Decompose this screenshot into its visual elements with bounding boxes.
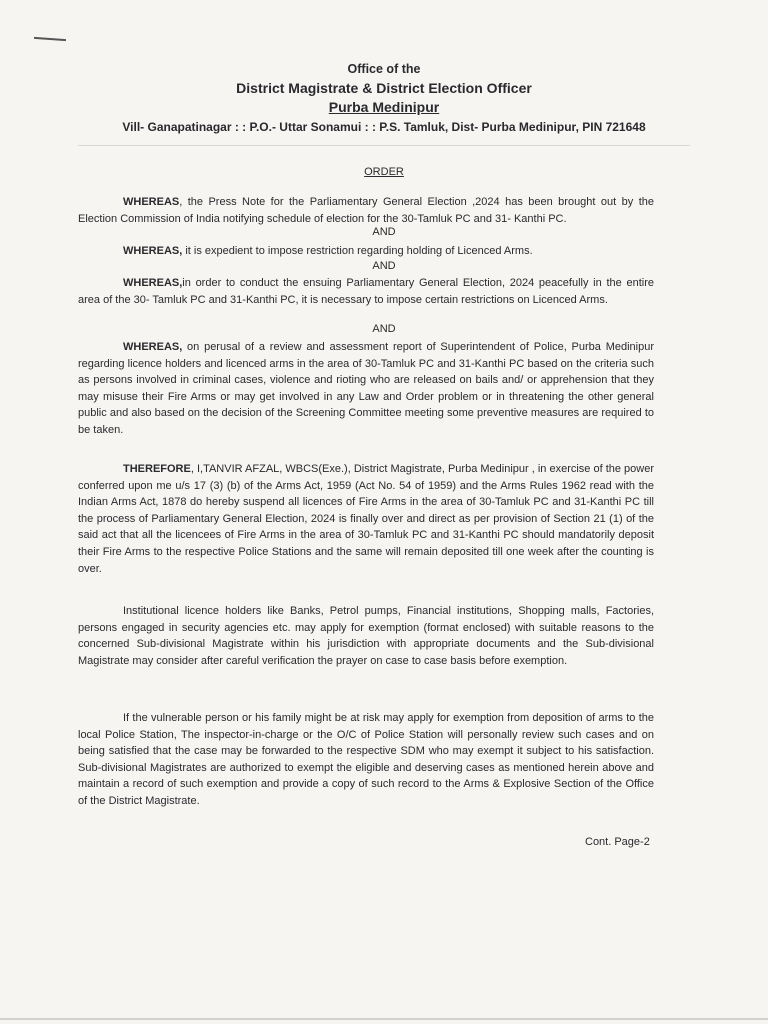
- whereas-paragraph-4: [78, 339, 654, 439]
- district-name: Purba Medinipur: [328, 99, 440, 115]
- lead-word: THEREFORE: [123, 463, 191, 475]
- therefore-paragraph: [78, 461, 654, 577]
- and-separator: AND: [372, 260, 396, 272]
- vulnerable-person-paragraph: [78, 710, 654, 810]
- lead-word: WHEREAS,: [123, 341, 183, 353]
- institutional-exemption-paragraph: [78, 603, 654, 669]
- and-separator: AND: [372, 323, 396, 335]
- paragraph-text: Institutional licence holders like Banks, Petrol pumps, Financial institutions, Shopping malls, Factories, persons engaged in security agencies etc. may apply for exemption (format enclosed) with suitable reasons to the concerned Sub-divisional Magistrate within his jurisdiction with appropriate documents and the Sub-divisional Magistrate may consider after careful verification the prayer on case to case basis before exemption.: [78, 605, 654, 667]
- office-address: Vill- Ganapatinagar : : P.O.- Uttar Sonamui : : P.S. Tamluk, Dist- Purba Medinipur, PIN 721648: [122, 120, 646, 134]
- lead-word: WHEREAS: [123, 196, 180, 208]
- page-edge: [0, 1018, 768, 1020]
- paragraph-text: If the vulnerable person or his family might be at risk may apply for exemption from deposition of arms to the local Police Station, The inspector-in-charge or the O/C of Police Station will personally review such cases and on being satisfied that the case may be forwarded to the respective SDM who may exempt it subject to his satisfaction. Sub-divisional Magistrates are authorized to exempt the eligible and deserving cases as mentioned herein above and maintain a record of such exemption and provide a copy of such record to the Arms & Explosive Section of the Office of the District Magistrate.: [78, 712, 654, 807]
- and-separator: AND: [372, 226, 396, 238]
- header-divider: [78, 145, 690, 146]
- paragraph-text: , I,TANVIR AFZAL, WBCS(Exe.), District Magistrate, Purba Medinipur , in exercise of the power conferred upon me u/s 17 (3) (b) of the Arms Act, 1959 (Act No. 54 of 1959) and the Arms Rules 1962 read with the Indian Arms Act, 1878 do hereby suspend all licences of Fire Arms in the area of 30-Tamluk PC and 31-Kanthi PC till the process of Parliamentary General Election, 2024 is finally over and direct as per provision of Section 21 (1) of the said act that all the licencees of Fire Arms in the area of 30-Tamluk PC and 31-Kanthi PC should mandatorily deposit their Fire Arms to the respective Police Stations and the same will remain deposited till one week after the counting is over.: [78, 463, 655, 575]
- office-title: District Magistrate & District Election Officer: [236, 80, 532, 96]
- continuation-note: Cont. Page-2: [585, 836, 650, 848]
- paragraph-text: it is expedient to impose restriction regarding holding of Licenced Arms.: [182, 245, 533, 257]
- whereas-paragraph-3: [78, 275, 654, 308]
- order-title: ORDER: [364, 166, 404, 178]
- pen-mark: [34, 37, 66, 41]
- paragraph-text: in order to conduct the ensuing Parliamentary General Election, 2024 peacefully in the entire area of the 30- Tamluk PC and 31-Kanthi PC, it is necessary to impose certain restrictions on Licenced Arms.: [78, 277, 654, 306]
- paragraph-text: on perusal of a review and assessment report of Superintendent of Police, Purba Medinipur regarding licence holders and licenced arms in the area of 30-Tamluk PC and 31-Kanthi PC based on the criteria such as persons involved in criminal cases, violence and rioting who are released on bails and/ or apprehension that they may misuse their Fire Arms or may get involved in any Law and Order problem or in threatening the other general public and also based on the decision of the Screening Committee meeting some preventive measures are required to be taken.: [78, 341, 654, 436]
- whereas-paragraph-1: [78, 194, 654, 227]
- paragraph-text: , the Press Note for the Parliamentary General Election ,2024 has been brought out by the Election Commission of India notifying schedule of election for the 30-Tamluk PC and 31- Kanthi PC.: [78, 196, 654, 225]
- lead-word: WHEREAS,: [123, 277, 183, 289]
- lead-word: WHEREAS,: [123, 245, 183, 257]
- whereas-paragraph-2: [78, 243, 654, 260]
- office-label: Office of the: [347, 62, 421, 76]
